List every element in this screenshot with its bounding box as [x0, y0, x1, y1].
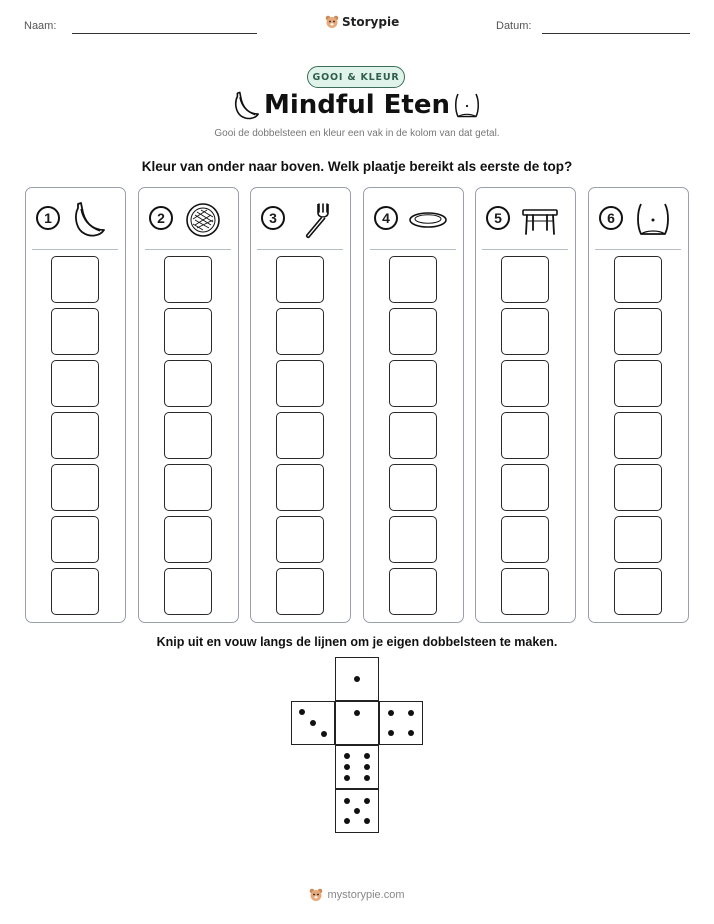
color-cell[interactable]	[389, 308, 437, 355]
column-number: 5	[486, 206, 510, 230]
column-header	[476, 188, 574, 250]
color-cell[interactable]	[389, 516, 437, 563]
color-cell[interactable]	[614, 256, 662, 303]
color-cell[interactable]	[164, 516, 212, 563]
color-cell[interactable]	[614, 464, 662, 511]
color-cell[interactable]	[276, 360, 324, 407]
date-label: Datum:	[496, 20, 532, 32]
column-number: 6	[599, 206, 623, 230]
color-cell[interactable]	[276, 516, 324, 563]
footer	[0, 887, 714, 902]
color-cell[interactable]	[164, 256, 212, 303]
pip	[344, 775, 350, 781]
storypie-mascot-icon	[325, 14, 339, 29]
die-face-1	[335, 657, 379, 701]
column-header	[589, 188, 687, 250]
pip	[364, 775, 370, 781]
column-number: 1	[36, 206, 60, 230]
color-cell[interactable]	[51, 308, 99, 355]
color-cell[interactable]	[614, 516, 662, 563]
column-divider	[370, 249, 456, 250]
pip	[344, 764, 350, 770]
color-cell[interactable]	[389, 256, 437, 303]
pie-icon	[183, 200, 223, 240]
die-face-5	[335, 789, 379, 833]
column-2	[138, 187, 239, 623]
color-cell[interactable]	[276, 568, 324, 615]
color-cell[interactable]	[276, 256, 324, 303]
date-line[interactable]	[542, 33, 690, 34]
column-1	[25, 187, 126, 623]
column-header	[26, 188, 124, 250]
column-divider	[145, 249, 231, 250]
color-cell[interactable]	[51, 256, 99, 303]
color-cell[interactable]	[51, 516, 99, 563]
page-title: Mindful Eten	[263, 90, 451, 120]
column-divider	[257, 249, 343, 250]
column-6	[588, 187, 689, 623]
column-number: 3	[261, 206, 285, 230]
pip	[388, 730, 394, 736]
color-cell[interactable]	[614, 308, 662, 355]
plate-icon	[408, 200, 448, 240]
name-label: Naam:	[24, 20, 57, 32]
fork-icon	[295, 200, 335, 240]
pip	[354, 676, 360, 682]
color-cell[interactable]	[276, 412, 324, 459]
footer-url[interactable]: mystorypie.com	[327, 888, 405, 901]
color-cell[interactable]	[501, 308, 549, 355]
die-face-6	[335, 745, 379, 789]
color-cell[interactable]	[164, 308, 212, 355]
pip	[388, 710, 394, 716]
die-face-4	[379, 701, 423, 745]
color-cell[interactable]	[389, 412, 437, 459]
brand-logo	[325, 14, 399, 29]
belly-icon	[452, 90, 482, 122]
pip	[354, 808, 360, 814]
color-cell[interactable]	[51, 360, 99, 407]
column-header	[364, 188, 462, 250]
page-subtitle: Gooi de dobbelsteen en kleur een vak in de kolom van dat getal.	[214, 128, 500, 139]
color-cell[interactable]	[614, 360, 662, 407]
color-cell[interactable]	[501, 360, 549, 407]
color-cell[interactable]	[501, 516, 549, 563]
color-cell[interactable]	[276, 464, 324, 511]
pip	[344, 818, 350, 824]
die-face-3	[291, 701, 335, 745]
pip	[364, 764, 370, 770]
pip	[344, 753, 350, 759]
pip	[408, 730, 414, 736]
color-cell[interactable]	[164, 412, 212, 459]
color-cell[interactable]	[51, 464, 99, 511]
color-cell[interactable]	[51, 568, 99, 615]
pip	[310, 720, 316, 726]
banana-icon	[70, 200, 110, 240]
die-face-1-center	[335, 701, 379, 745]
cut-instruction: Knip uit en vouw langs de lijnen om je eigen dobbelsteen te maken.	[156, 635, 558, 649]
column-3	[250, 187, 351, 623]
color-cell[interactable]	[164, 464, 212, 511]
column-divider	[482, 249, 568, 250]
belly-icon	[633, 200, 673, 240]
color-cell[interactable]	[614, 568, 662, 615]
column-divider	[595, 249, 681, 250]
pip	[299, 709, 305, 715]
storypie-mascot-icon	[309, 887, 323, 902]
column-divider	[32, 249, 118, 250]
pip	[364, 818, 370, 824]
pip	[364, 798, 370, 804]
pip	[408, 710, 414, 716]
color-cell[interactable]	[389, 568, 437, 615]
pip	[344, 798, 350, 804]
column-number: 4	[374, 206, 398, 230]
color-cell[interactable]	[614, 412, 662, 459]
color-cell[interactable]	[51, 412, 99, 459]
pip	[364, 753, 370, 759]
column-5	[475, 187, 576, 623]
color-cell[interactable]	[164, 568, 212, 615]
color-cell[interactable]	[501, 568, 549, 615]
column-number: 2	[149, 206, 173, 230]
pip	[321, 731, 327, 737]
color-cell[interactable]	[501, 412, 549, 459]
pip	[354, 710, 360, 716]
brand-name: Storypie	[342, 14, 400, 29]
color-cell[interactable]	[501, 464, 549, 511]
game-instruction: Kleur van onder naar boven. Welk plaatje bereikt als eerste de top?	[141, 159, 573, 174]
color-cell[interactable]	[164, 360, 212, 407]
color-cell[interactable]	[501, 256, 549, 303]
column-header	[251, 188, 349, 250]
column-header	[139, 188, 237, 250]
activity-badge: GOOI & KLEUR	[307, 66, 405, 88]
name-line[interactable]	[72, 33, 257, 34]
table-icon	[520, 200, 560, 240]
column-4	[363, 187, 464, 623]
color-cell[interactable]	[389, 464, 437, 511]
color-cell[interactable]	[389, 360, 437, 407]
color-cell[interactable]	[276, 308, 324, 355]
